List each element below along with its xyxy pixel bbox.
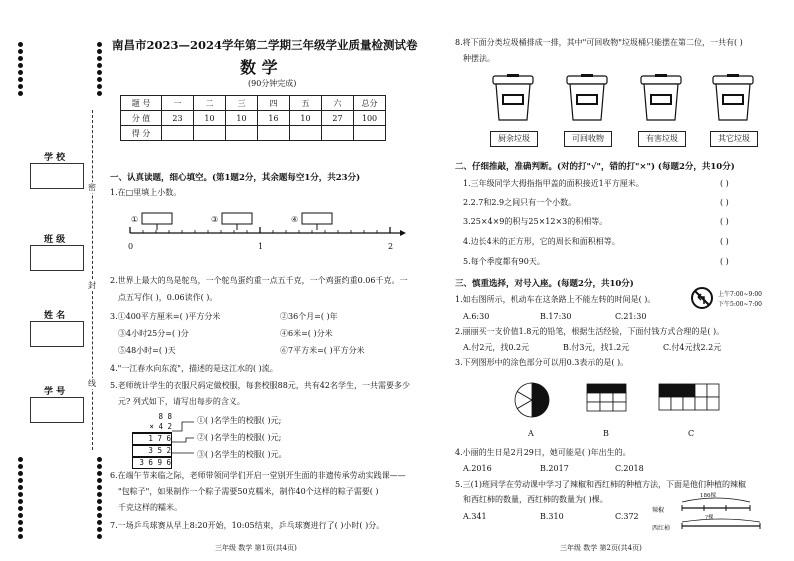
binding-dot xyxy=(18,49,23,54)
choice2-opt-a: A.付2元，找0.2元 xyxy=(463,343,530,352)
q8-line2: 种摆法。 xyxy=(463,54,495,63)
grid-cell xyxy=(587,402,600,411)
binding-dot xyxy=(18,499,23,504)
binding-dot xyxy=(97,520,102,525)
number-label: 学 号 xyxy=(44,387,66,397)
garbage-bin-icon xyxy=(711,74,755,122)
q6-line2: "包粽子"，如果制作一个粽子需要50克糯米，制作40个这样的粽子需要( ) xyxy=(118,487,379,496)
choice4-opt-c: C.2018 xyxy=(615,464,644,473)
score-col-6: 六 xyxy=(322,96,354,111)
grid-cell xyxy=(707,397,719,410)
grid-cell xyxy=(695,397,707,410)
footer-left: 三年级 数学 第1页(共4页) xyxy=(215,544,297,552)
school-label: 学 校 xyxy=(44,153,66,163)
binding-dot xyxy=(97,492,102,497)
judge-5: 5.每个季度都有90天。 xyxy=(463,257,545,266)
seal-char-1: 密 xyxy=(88,183,96,192)
choice5-line2: 和西红柿的数量，西红柿的数量为( )棵。 xyxy=(463,495,608,504)
q5-answer-2: ②( )名学生的校服( )元; xyxy=(197,433,282,442)
q2-line1: 2.世界上最大的鸟是鸵鸟，一个鸵鸟蛋约重一点五千克，一个鸡蛋约重0.06千克。一 xyxy=(110,276,408,285)
name-label: 姓 名 xyxy=(44,311,66,321)
binding-dot xyxy=(97,63,102,68)
choice4-opt-b: B.2017 xyxy=(540,464,569,473)
grid-cell xyxy=(683,397,695,410)
choice5-diagram xyxy=(676,492,776,538)
choice1-opt-b: B.17:30 xyxy=(540,312,572,321)
exam-title: 南昌市2023—2024学年第二学期三年级学业质量检测试卷 xyxy=(112,38,418,52)
binding-dot xyxy=(97,457,102,462)
score-earned-2[interactable] xyxy=(194,126,226,141)
judge-4: 4.边长4米的正方形，它的周长和面积相等。 xyxy=(463,237,620,246)
binding-dot xyxy=(18,534,23,539)
grid-cell xyxy=(587,384,600,393)
q6-line1: 6.在端午节来临之际，老师带领同学们开启一堂别开生面的非遗传承劳动实践课—— xyxy=(110,471,406,480)
binding-dot xyxy=(97,464,102,469)
choice3-label-a: A xyxy=(528,429,534,438)
garbage-bin-label: 厨余垃圾 xyxy=(490,131,538,147)
grid-cell xyxy=(671,384,683,397)
diagram-question: ?棵 xyxy=(705,515,714,521)
judge-paren-4[interactable]: ( ) xyxy=(720,237,729,246)
q1-text: 1.在□里填上小数。 xyxy=(110,188,182,197)
binding-dot xyxy=(18,457,23,462)
score-earned-total[interactable] xyxy=(354,126,386,141)
q1-tick-0: 0 xyxy=(128,242,134,251)
score-value-4: 16 xyxy=(258,111,290,126)
q8-line1: 8.将下面分类垃圾桶排成一排，其中"可回收物"垃圾桶只能摆在第二位，一共有( ) xyxy=(455,38,743,47)
q1-marker-1: ① xyxy=(131,215,139,224)
choice2-opt-c: C.付4元找2.2元 xyxy=(663,343,722,352)
garbage-bin-label: 可回收物 xyxy=(564,131,612,147)
grid-cell xyxy=(600,402,613,411)
grid-cell xyxy=(587,393,600,402)
q5-arrows xyxy=(172,418,196,462)
score-value-3: 10 xyxy=(226,111,258,126)
score-col-1: 一 xyxy=(162,96,194,111)
garbage-bin-icon xyxy=(639,74,683,122)
grid-cell xyxy=(683,384,695,397)
binding-dot xyxy=(97,485,102,490)
q5-answer-1: ①( )名学生的校服( )元; xyxy=(197,416,282,425)
score-value-total: 100 xyxy=(354,111,386,126)
garbage-bin-icon xyxy=(491,74,535,122)
score-earned-1[interactable] xyxy=(162,126,194,141)
binding-dots-bottom xyxy=(18,455,24,541)
binding-dot xyxy=(18,84,23,89)
time-note: (90分钟完成) xyxy=(248,79,297,88)
binding-dot xyxy=(18,464,23,469)
choice5-opt-b: B.310 xyxy=(540,512,564,521)
class-label: 班 级 xyxy=(44,235,66,245)
garbage-bin-label: 其它垃圾 xyxy=(710,131,758,147)
binding-dot xyxy=(97,91,102,96)
q5-line2: 元? 列式如下，请写出每步的含义。 xyxy=(118,397,245,406)
q1-marker-4: ④ xyxy=(291,215,299,224)
diagram-label-a: 辣椒 xyxy=(652,507,665,514)
score-col-3: 三 xyxy=(226,96,258,111)
binding-dot xyxy=(18,506,23,511)
seal-char-2: 封 xyxy=(88,281,96,290)
q3-c: ③4小时25分=( )分 xyxy=(118,329,189,338)
binding-dot xyxy=(18,492,23,497)
choice5-line1: 5.三(1)班同学在劳动课中学习了辣椒和西红柿的种植方法，下面是他们种植的辣椒 xyxy=(455,480,746,489)
q3-b: ②36个月=( )年 xyxy=(280,312,338,321)
choice3-label-c: C xyxy=(688,429,695,438)
judge-paren-5[interactable]: ( ) xyxy=(720,257,729,266)
grid-cell xyxy=(613,393,626,402)
sign-time-2: 下午5:00~7:00 xyxy=(718,301,762,308)
q5-calculation xyxy=(132,412,172,469)
q3-d: ④6米=( )分米 xyxy=(280,329,333,338)
choice3-figure-b xyxy=(586,383,628,413)
choice3-label-b: B xyxy=(603,429,609,438)
binding-dot xyxy=(97,42,102,47)
choice3-figure-c xyxy=(658,383,722,413)
garbage-bin-label: 有害垃圾 xyxy=(638,131,686,147)
binding-dot xyxy=(97,84,102,89)
judge-paren-2[interactable]: ( ) xyxy=(720,198,729,207)
score-earned-4[interactable] xyxy=(258,126,290,141)
sign-time-1: 上午7:00~9:00 xyxy=(718,291,762,298)
calc-row-4: 3 5 2 xyxy=(132,445,172,457)
q1-tick-1: 1 xyxy=(258,242,264,251)
score-value-label: 分 值 xyxy=(121,111,162,126)
grid-cell xyxy=(659,397,671,410)
q7-text: 7.一场乒乓球赛从早上8:20开始，10:05结束，乒乓球赛进行了( )小时( )分。 xyxy=(110,521,385,530)
score-earned-5[interactable] xyxy=(290,126,322,141)
binding-dot xyxy=(18,56,23,61)
binding-dot xyxy=(97,478,102,483)
school-field[interactable] xyxy=(30,163,84,189)
footer-right: 三年级 数学 第2页(共4页) xyxy=(560,544,642,552)
binding-dot xyxy=(18,485,23,490)
binding-dots-right xyxy=(97,40,103,98)
judge-2: 2.2.7和2.9之间只有一个小数。 xyxy=(463,198,577,207)
score-col-2: 二 xyxy=(194,96,226,111)
binding-dot xyxy=(18,77,23,82)
seal-char-3: 线 xyxy=(88,379,96,388)
score-col-5: 五 xyxy=(290,96,322,111)
binding-dot xyxy=(18,478,23,483)
binding-dot xyxy=(18,70,23,75)
section3-heading: 三、慎重选择，对号入座。(每题2分，共10分) xyxy=(455,279,634,289)
calc-row-2: × 4 2 xyxy=(132,422,172,433)
score-earned-3[interactable] xyxy=(226,126,258,141)
grid-cell xyxy=(600,393,613,402)
judge-paren-1[interactable]: ( ) xyxy=(720,179,729,188)
judge-paren-3[interactable]: ( ) xyxy=(720,217,729,226)
q4-text: 4."一江春水向东流"，描述的是这江水的( )流。 xyxy=(110,364,278,373)
binding-dot xyxy=(18,513,23,518)
score-value-1: 23 xyxy=(162,111,194,126)
choice3-figure-a xyxy=(512,380,552,420)
binding-dot xyxy=(97,506,102,511)
q5-answer-3: ③( )名学生的校服( )元。 xyxy=(197,450,287,459)
score-col-total: 总分 xyxy=(354,96,386,111)
q1-marker-3: ③ xyxy=(211,215,219,224)
binding-dot xyxy=(97,499,102,504)
choice2-text: 2.丽丽买一支价值1.8元的铅笔，根据生活经验，下面付钱方式合理的是( )。 xyxy=(455,327,725,336)
score-value-2: 10 xyxy=(194,111,226,126)
number-field[interactable] xyxy=(30,397,84,423)
score-earned-label: 得 分 xyxy=(121,126,162,141)
q2-line2: 点五写作( )，0.06读作( )。 xyxy=(118,293,218,302)
binding-dot xyxy=(97,513,102,518)
q1-tick-2: 2 xyxy=(388,242,394,251)
grid-cell xyxy=(659,384,671,397)
q3-a: 3.①400平方厘米=( )平方分米 xyxy=(110,312,221,321)
diagram-total: 186棵 xyxy=(700,493,716,499)
binding-dot xyxy=(97,77,102,82)
binding-dot xyxy=(18,42,23,47)
choice5-opt-c: C.372 xyxy=(615,512,639,521)
calc-row-3: 1 7 6 xyxy=(132,433,172,445)
grid-cell xyxy=(600,384,613,393)
choice3-text: 3.下列图形中的涂色部分可以用0.3表示的是( )。 xyxy=(455,358,629,367)
score-col-4: 四 xyxy=(258,96,290,111)
score-earned-6[interactable] xyxy=(322,126,354,141)
binding-dot xyxy=(18,527,23,532)
score-value-5: 10 xyxy=(290,111,322,126)
subject-title: 数 学 xyxy=(240,58,278,77)
choice1-opt-c: C.21:30 xyxy=(615,312,647,321)
score-value-6: 27 xyxy=(322,111,354,126)
binding-dot xyxy=(18,63,23,68)
binding-dot xyxy=(97,70,102,75)
section2-heading: 二、仔细推敲，准确判断。(对的打"√"，错的打"×") (每题2分，共10分) xyxy=(455,162,735,172)
choice4-opt-a: A.2016 xyxy=(463,464,492,473)
binding-dot xyxy=(97,534,102,539)
grid-cell xyxy=(671,397,683,410)
binding-dot xyxy=(97,49,102,54)
choice5-opt-a: A.341 xyxy=(463,512,487,521)
q6-line3: 千克这样的糯米。 xyxy=(118,503,182,512)
binding-dots-right-bottom xyxy=(97,455,103,541)
score-header-label: 题 号 xyxy=(121,96,162,111)
class-field[interactable] xyxy=(30,245,84,271)
choice1-text: 1.如右图所示，机动车在这条路上不能左转的时间是( )。 xyxy=(455,295,656,304)
binding-dot xyxy=(18,91,23,96)
grid-cell xyxy=(707,384,719,397)
binding-dots-top xyxy=(18,40,24,98)
diagram-label-b: 西红柿 xyxy=(652,525,671,532)
score-table xyxy=(120,95,386,141)
binding-dot xyxy=(97,471,102,476)
q5-line1: 5.老师统计学生的衣服尺码定做校服，每套校服88元，共有42名学生，一共需要多少 xyxy=(110,381,410,390)
grid-cell xyxy=(613,384,626,393)
binding-dot xyxy=(18,520,23,525)
calc-row-5: 3 6 9 6 xyxy=(132,457,172,469)
judge-1: 1.三年级同学大拇指指甲盖的面积接近1平方厘米。 xyxy=(463,179,644,188)
q3-f: ⑥7平方米=( )平方分米 xyxy=(280,346,365,355)
choice1-opt-a: A.6:30 xyxy=(463,312,490,321)
section1-heading: 一、认真读题，细心填空。(第1题2分，其余题每空1分，共23分) xyxy=(110,173,361,183)
garbage-bin-icon xyxy=(565,74,609,122)
no-left-turn-icon xyxy=(690,286,714,310)
binding-dot xyxy=(18,471,23,476)
choice2-opt-b: B.付3元，找1.2元 xyxy=(563,343,630,352)
binding-dot xyxy=(97,527,102,532)
name-field[interactable] xyxy=(30,321,84,347)
grid-cell xyxy=(695,384,707,397)
judge-3: 3.25×4×9的积与25×12×3的积相等。 xyxy=(463,217,608,226)
choice4-text: 4.小丽的生日是2月29日，她可能是( )年出生的。 xyxy=(455,448,631,457)
grid-cell xyxy=(613,402,626,411)
binding-dot xyxy=(97,56,102,61)
calc-row-1: 8 8 xyxy=(158,412,172,421)
q3-e: ⑤48小时=( )天 xyxy=(118,346,176,355)
